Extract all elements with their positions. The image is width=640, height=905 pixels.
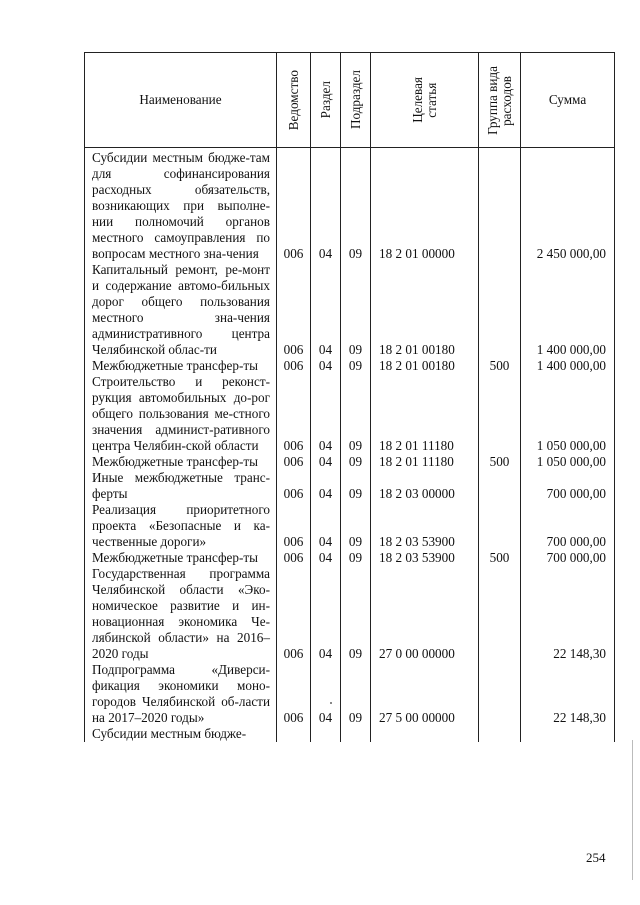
row-tselevaya-cell: 27 0 00 00000 xyxy=(371,566,479,662)
row-podrazdel-cell: 09 xyxy=(341,374,371,454)
row-tselevaya-cell: 18 2 01 11180 xyxy=(371,374,479,454)
row-name-cell: Субсидии местным бюдже- xyxy=(85,726,277,742)
header-razdel: Раздел xyxy=(311,53,341,148)
row-tselevaya-cell: 18 2 03 53900 xyxy=(371,550,479,566)
row-summa-cell: 22 148,30 xyxy=(521,662,615,726)
row-vedomstvo-cell: 006 xyxy=(277,550,311,566)
row-vedomstvo-cell: 006 xyxy=(277,502,311,550)
row-tselevaya-cell: 18 2 01 00000 xyxy=(371,148,479,263)
row-vedomstvo-cell: 006 xyxy=(277,262,311,358)
scan-artifact-dot xyxy=(330,702,332,704)
row-razdel-cell: 04 xyxy=(311,470,341,502)
table-row xyxy=(85,550,615,566)
row-tselevaya-cell xyxy=(371,726,479,742)
table-row xyxy=(85,566,615,662)
table-row xyxy=(85,374,615,454)
row-gruppa-cell xyxy=(479,662,521,726)
row-vedomstvo-cell: 006 xyxy=(277,148,311,263)
row-vedomstvo-cell: 006 xyxy=(277,374,311,454)
page-number: 254 xyxy=(586,850,606,865)
row-name-cell: Строительство и реконст-рукция автомобильных до-рог общего пользования ме-стного значения админист-ративного центра Челябин-ской области xyxy=(85,374,277,454)
row-razdel-cell: 04 xyxy=(311,374,341,454)
header-gruppa-vida-rashodov: Группа вида расходов xyxy=(479,53,521,148)
row-razdel-cell: 04 xyxy=(311,662,341,726)
row-name-cell: Межбюджетные трансфер-ты xyxy=(85,550,277,566)
scan-artifact-line xyxy=(632,740,633,880)
table-row xyxy=(85,502,615,550)
row-vedomstvo-cell: 006 xyxy=(277,358,311,374)
row-gruppa-cell xyxy=(479,566,521,662)
header-summa: Сумма xyxy=(521,53,615,148)
row-razdel-cell: 04 xyxy=(311,358,341,374)
table-row xyxy=(85,662,615,726)
row-gruppa-cell xyxy=(479,502,521,550)
row-name-cell: Межбюджетные трансфер-ты xyxy=(85,454,277,470)
row-gruppa-cell xyxy=(479,374,521,454)
row-summa-cell: 700 000,00 xyxy=(521,502,615,550)
row-razdel-cell: 04 xyxy=(311,148,341,263)
row-razdel-cell: 04 xyxy=(311,454,341,470)
row-gruppa-cell xyxy=(479,726,521,742)
row-gruppa-cell xyxy=(479,148,521,263)
row-gruppa-cell: 500 xyxy=(479,358,521,374)
row-summa-cell: 22 148,30 xyxy=(521,566,615,662)
row-summa-cell: 700 000,00 xyxy=(521,470,615,502)
row-gruppa-cell xyxy=(479,470,521,502)
row-podrazdel-cell: 09 xyxy=(341,470,371,502)
row-vedomstvo-cell: 006 xyxy=(277,454,311,470)
row-razdel-cell: 04 xyxy=(311,502,341,550)
row-name-cell: Подпрограмма «Диверси-фикация экономики моно-городов Челябинской об-ласти на 2017–2020 годы» xyxy=(85,662,277,726)
row-summa-cell: 1 400 000,00 xyxy=(521,358,615,374)
row-summa-cell: 2 450 000,00 xyxy=(521,148,615,263)
header-tselevaya-statya: Целевая статья xyxy=(371,53,479,148)
row-podrazdel-cell: 09 xyxy=(341,566,371,662)
row-razdel-cell: 04 xyxy=(311,566,341,662)
row-tselevaya-cell: 18 2 01 00180 xyxy=(371,358,479,374)
row-name-cell: Иные межбюджетные транс-ферты xyxy=(85,470,277,502)
row-tselevaya-cell: 18 2 03 53900 xyxy=(371,502,479,550)
row-tselevaya-cell: 18 2 01 00180 xyxy=(371,262,479,358)
header-podrazdel: Подраздел xyxy=(341,53,371,148)
budget-table-container xyxy=(84,52,614,742)
row-gruppa-cell: 500 xyxy=(479,454,521,470)
row-summa-cell: 700 000,00 xyxy=(521,550,615,566)
row-podrazdel-cell: 09 xyxy=(341,662,371,726)
row-name-cell: Реализация приоритетного проекта «Безопасные и ка-чественные дороги» xyxy=(85,502,277,550)
table-row xyxy=(85,262,615,358)
row-podrazdel-cell: 09 xyxy=(341,358,371,374)
budget-table xyxy=(84,52,615,742)
row-razdel-cell xyxy=(311,726,341,742)
row-name-cell: Межбюджетные трансфер-ты xyxy=(85,358,277,374)
row-vedomstvo-cell: 006 xyxy=(277,470,311,502)
row-gruppa-cell xyxy=(479,262,521,358)
row-podrazdel-cell xyxy=(341,726,371,742)
table-row xyxy=(85,148,615,263)
table-row xyxy=(85,726,615,742)
row-podrazdel-cell: 09 xyxy=(341,550,371,566)
row-summa-cell: 1 050 000,00 xyxy=(521,374,615,454)
row-tselevaya-cell: 18 2 03 00000 xyxy=(371,470,479,502)
row-vedomstvo-cell: 006 xyxy=(277,662,311,726)
row-podrazdel-cell: 09 xyxy=(341,148,371,263)
table-row xyxy=(85,470,615,502)
row-razdel-cell: 04 xyxy=(311,550,341,566)
row-podrazdel-cell: 09 xyxy=(341,502,371,550)
row-tselevaya-cell: 27 5 00 00000 xyxy=(371,662,479,726)
header-row xyxy=(85,53,615,148)
table-row xyxy=(85,358,615,374)
row-gruppa-cell: 500 xyxy=(479,550,521,566)
row-summa-cell: 1 400 000,00 xyxy=(521,262,615,358)
row-name-cell: Субсидии местным бюдже-там для софинансирования расходных обязательств, возникающих при выполне-нии полномочий органов местного самоуправления по вопросам местного зна-чения xyxy=(85,148,277,263)
header-name: Наименование xyxy=(85,53,277,148)
row-summa-cell xyxy=(521,726,615,742)
row-razdel-cell: 04 xyxy=(311,262,341,358)
row-name-cell: Государственная программа Челябинской области «Эко-номическое развитие и ин-новационная экономика Че-лябинской области» на 2016–2020 годы xyxy=(85,566,277,662)
header-vedomstvo: Ведомство xyxy=(277,53,311,148)
row-tselevaya-cell: 18 2 01 11180 xyxy=(371,454,479,470)
row-summa-cell: 1 050 000,00 xyxy=(521,454,615,470)
row-name-cell: Капитальный ремонт, ре-монт и содержание автомо-бильных дорог общего пользования местного зна-чения административного центра Челябинской облас-ти xyxy=(85,262,277,358)
row-podrazdel-cell: 09 xyxy=(341,262,371,358)
row-podrazdel-cell: 09 xyxy=(341,454,371,470)
row-vedomstvo-cell xyxy=(277,726,311,742)
row-vedomstvo-cell: 006 xyxy=(277,566,311,662)
table-body xyxy=(85,148,615,743)
table-row xyxy=(85,454,615,470)
